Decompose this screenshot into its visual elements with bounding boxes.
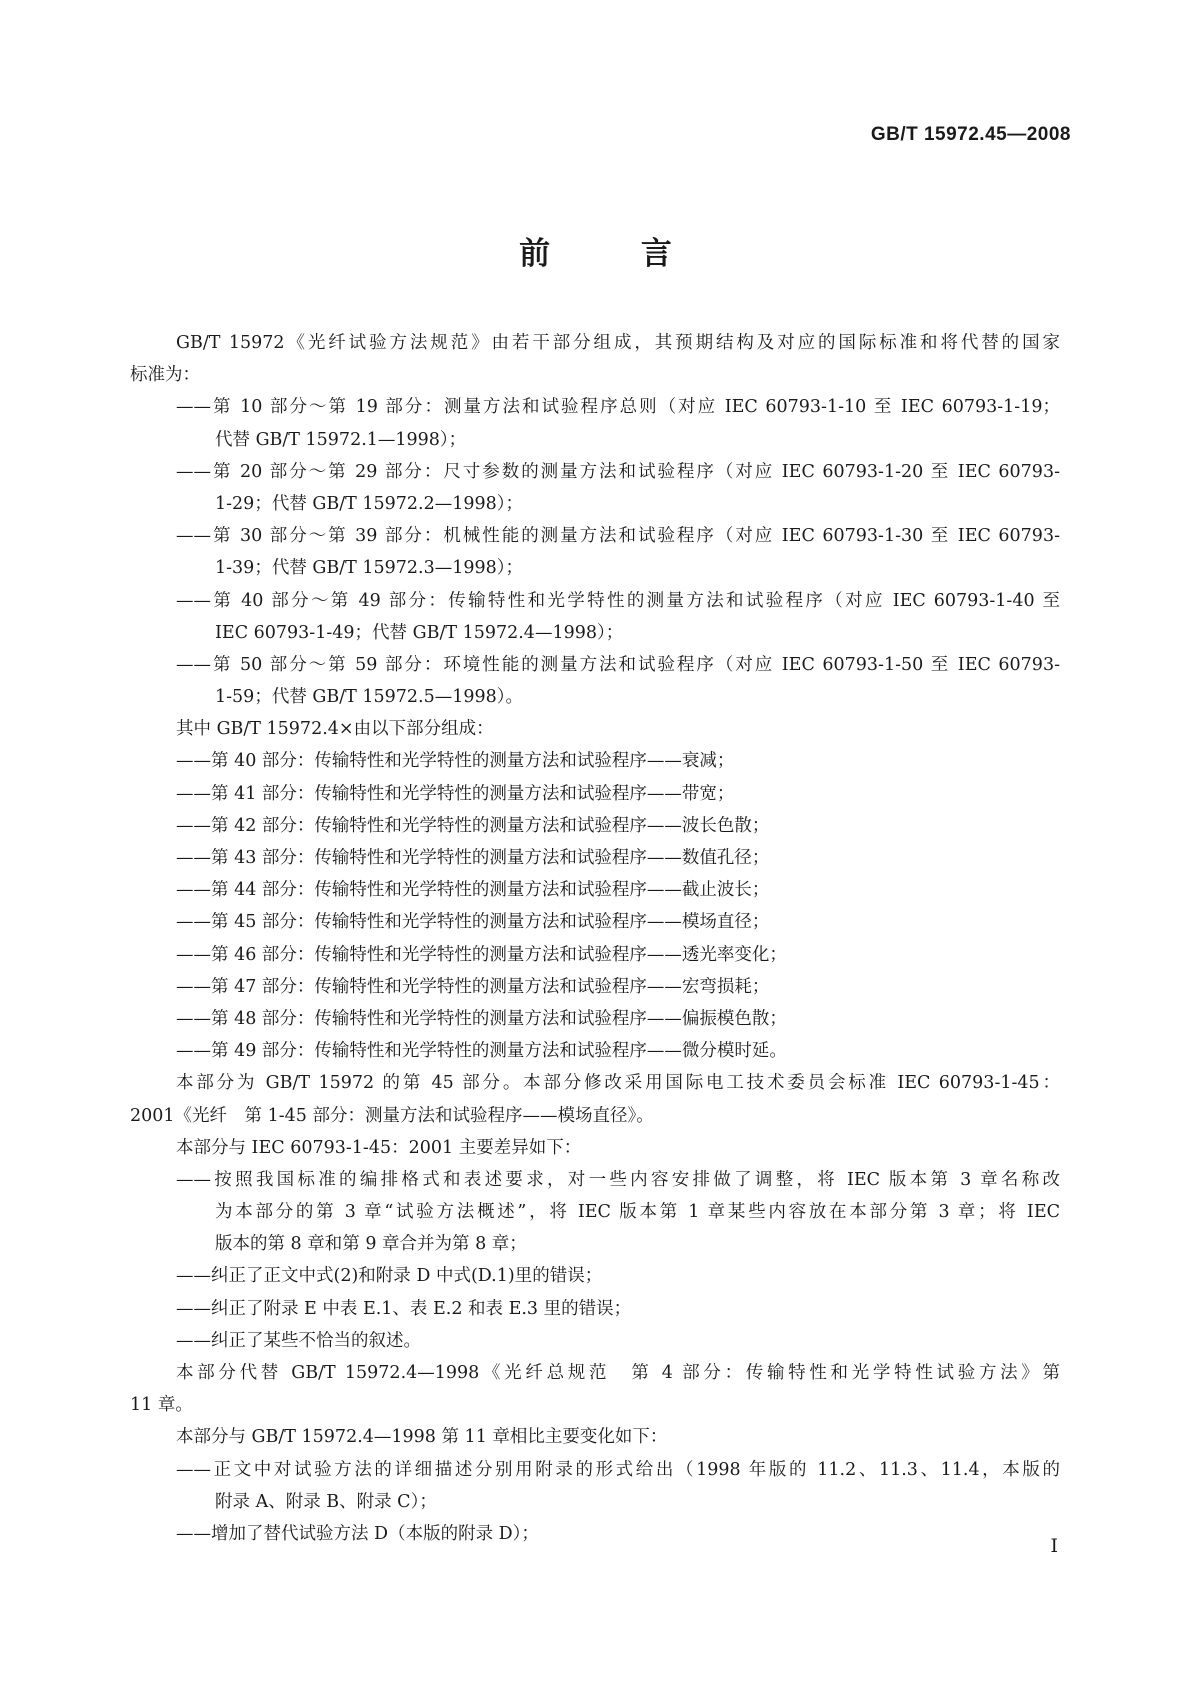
list-item: ——增加了替代试验方法 D（本版的附录 D）；	[176, 1523, 539, 1544]
text-line: GB/T 15972《光纤试验方法规范》由若干部分组成，其预期结构及对应的国际标准和将代替的国家	[176, 333, 1060, 353]
list-item: ——第 46 部分：传输特性和光学特性的测量方法和试验程序——透光率变化；	[176, 944, 787, 965]
list-item-continuation: IEC 60793-1-49；代替 GB/T 15972.4—1998）；	[215, 622, 624, 643]
list-item: ——第 45 部分：传输特性和光学特性的测量方法和试验程序——模场直径；	[176, 912, 770, 933]
list-item-continuation: 为本部分的第 3 章“试验方法概述”，将 IEC 版本第 1 章某些内容放在本部分第 3 章；将 IEC	[215, 1202, 1060, 1223]
list-item: ——纠正了正文中式(2)和附录 D 中式(D.1)里的错误；	[176, 1266, 603, 1287]
list-item: ——第 40 部分：传输特性和光学特性的测量方法和试验程序——衰减；	[176, 751, 735, 772]
text-line: 本部分与 GB/T 15972.4—1998 第 11 章相比主要变化如下：	[176, 1427, 668, 1448]
list-item: ——第 43 部分：传输特性和光学特性的测量方法和试验程序——数值孔径；	[176, 848, 770, 868]
text-line: 标准为：	[130, 365, 200, 386]
list-item: ——按照我国标准的编排格式和表述要求，对一些内容安排做了调整，将 IEC 版本第 3 章名称改	[176, 1169, 1060, 1190]
list-item: ——第 41 部分：传输特性和光学特性的测量方法和试验程序——带宽；	[176, 783, 735, 804]
list-item-continuation: 代替 GB/T 15972.1—1998）；	[215, 429, 467, 450]
text-line: 本部分代替 GB/T 15972.4—1998《光纤总规范 第 4 部分：传输特性和光学特性试验方法》第	[176, 1363, 1060, 1383]
list-item: ——第 47 部分：传输特性和光学特性的测量方法和试验程序——宏弯损耗；	[176, 976, 770, 997]
text-line: 2001《光纤 第 1-45 部分：测量方法和试验程序——模场直径》。	[130, 1105, 654, 1126]
text-line: 本部分与 IEC 60793-1-45：2001 主要差异如下：	[176, 1137, 582, 1158]
list-item: ——第 50 部分～第 59 部分：环境性能的测量方法和试验程序（对应 IEC 60793-1-50 至 IEC 60793-	[176, 654, 1060, 675]
list-item: ——第 44 部分：传输特性和光学特性的测量方法和试验程序——截止波长；	[176, 880, 770, 901]
list-item: ——第 30 部分～第 39 部分：机械性能的测量方法和试验程序（对应 IEC 60793-1-30 至 IEC 60793-	[176, 526, 1060, 547]
text-line: 其中 GB/T 15972.4×由以下部分组成：	[176, 719, 494, 740]
list-item-continuation: 1-29；代替 GB/T 15972.2—1998）；	[215, 493, 524, 514]
text-line: 11 章。	[130, 1395, 193, 1416]
foreword-body	[130, 327, 1060, 1550]
page-number: I	[1050, 1535, 1058, 1557]
list-item-continuation: 1-59；代替 GB/T 15972.5—1998）。	[215, 687, 524, 708]
list-item: ——第 49 部分：传输特性和光学特性的测量方法和试验程序——微分模时延。	[176, 1041, 787, 1062]
list-item-continuation: 版本的第 8 章和第 9 章合并为第 8 章；	[215, 1234, 527, 1255]
list-item: ——第 20 部分～第 29 部分：尺寸参数的测量方法和试验程序（对应 IEC 60793-1-20 至 IEC 60793-	[176, 461, 1060, 482]
list-item: ——第 40 部分～第 49 部分：传输特性和光学特性的测量方法和试验程序（对应 IEC 60793-1-40 至	[176, 590, 1060, 611]
list-item: ——第 10 部分～第 19 部分：测量方法和试验程序总则（对应 IEC 60793-1-10 至 IEC 60793-1-19；	[176, 397, 1060, 418]
list-item-continuation: 附录 A、附录 B、附录 C）；	[215, 1491, 437, 1512]
list-item-continuation: 1-39；代替 GB/T 15972.3—1998）；	[215, 558, 524, 579]
standard-code: GB/T 15972.45—2008	[870, 124, 1071, 145]
list-item: ——正文中对试验方法的详细描述分别用附录的形式给出（1998 年版的 11.2、11.3、11.4，本版的	[176, 1459, 1060, 1480]
list-item: ——第 42 部分：传输特性和光学特性的测量方法和试验程序——波长色散；	[176, 815, 770, 836]
text-line: 本部分为 GB/T 15972 的第 45 部分。本部分修改采用国际电工技术委员会标准 IEC 60793-1-45：	[176, 1073, 1060, 1094]
list-item: ——纠正了附录 E 中表 E.1、表 E.2 和表 E.3 里的错误；	[176, 1298, 632, 1319]
list-item: ——第 48 部分：传输特性和光学特性的测量方法和试验程序——偏振模色散；	[176, 1008, 787, 1029]
list-item: ——纠正了某些不恰当的叙述。	[176, 1330, 421, 1351]
page-title: 前 言	[519, 236, 712, 272]
